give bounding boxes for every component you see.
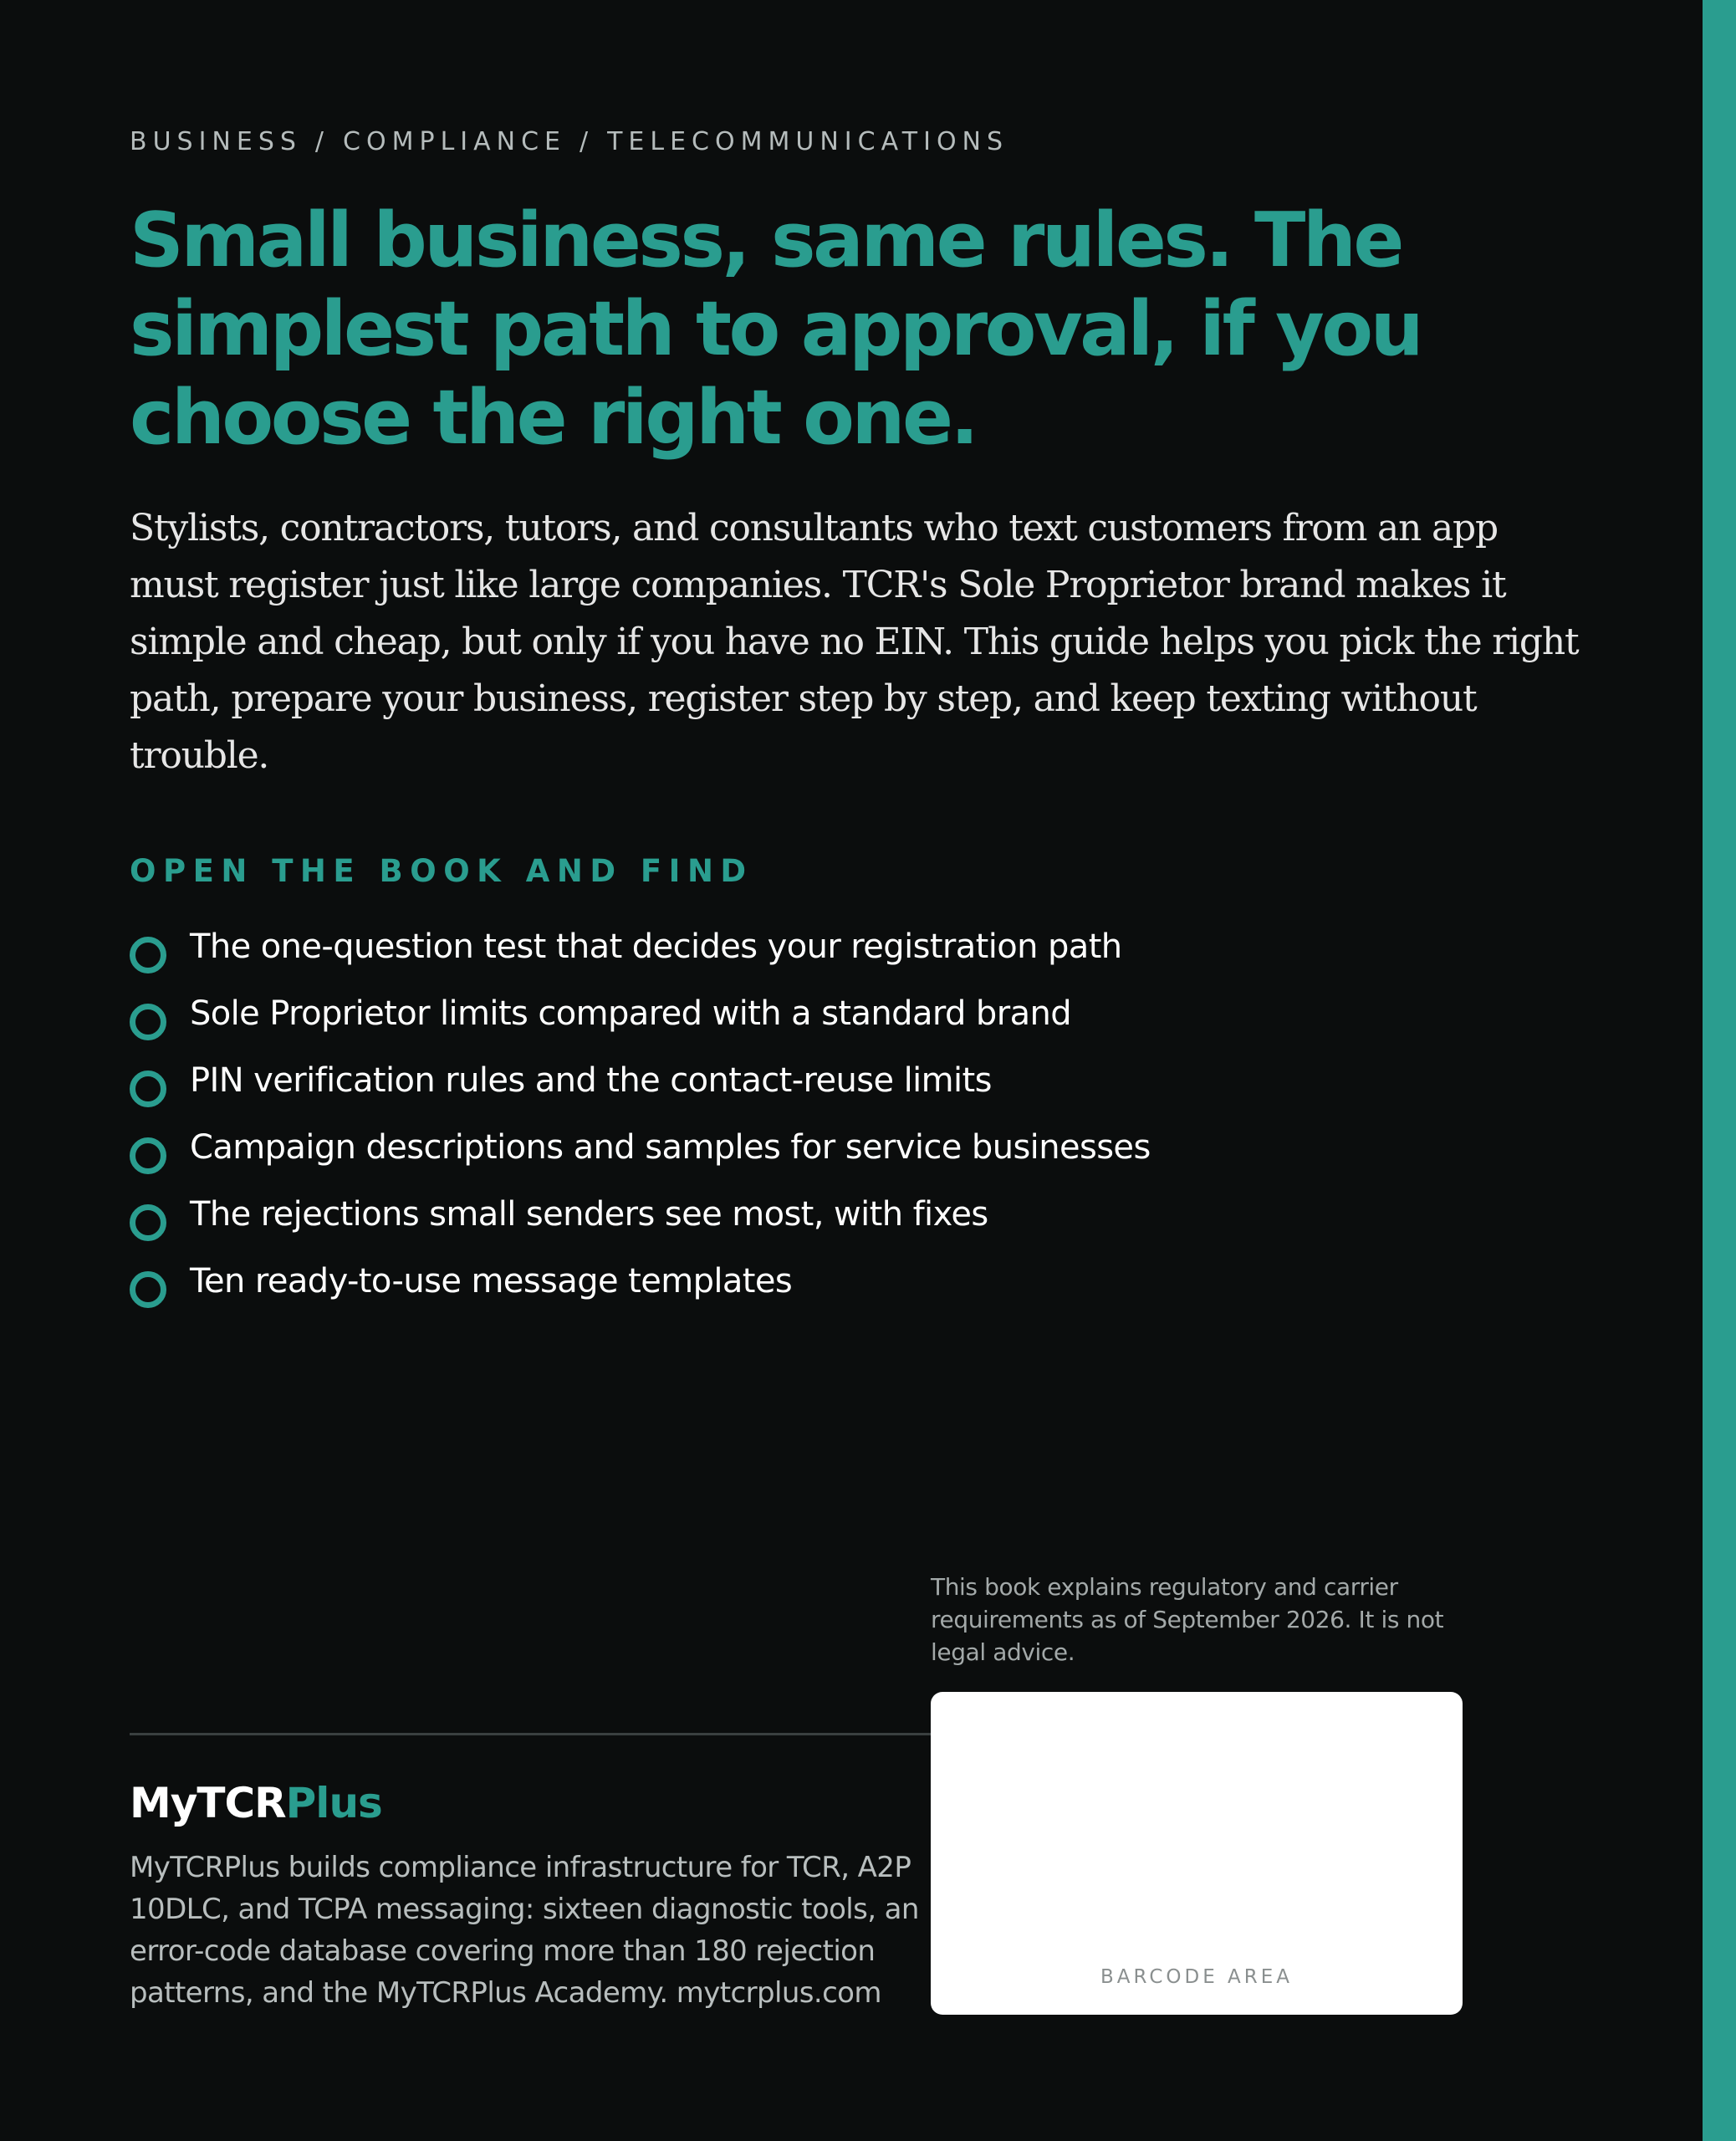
ring-bullet-icon	[130, 1004, 166, 1040]
breadcrumb-item-compliance: COMPLIANCE	[343, 127, 566, 156]
ring-bullet-icon	[130, 1070, 166, 1107]
breadcrumb	[130, 127, 1008, 156]
publisher-logo	[130, 1778, 382, 1828]
list-item-text: PIN verification rules and the contact-reuse limits	[190, 1061, 992, 1100]
breadcrumb-separator: /	[314, 127, 330, 156]
list-item-text: The one-question test that decides your registration path	[190, 927, 1122, 966]
ring-bullet-icon	[130, 1204, 166, 1241]
ring-bullet-icon	[130, 1271, 166, 1308]
ring-bullet-icon	[130, 1137, 166, 1174]
breadcrumb-separator: /	[580, 127, 595, 156]
publisher-blurb: MyTCRPlus builds compliance infrastructure for TCR, A2P 10DLC, and TCPA messaging: sixteen diagnostic tools, an error-code database covering more than 180 rejection patterns, and the MyTCRPlus Academy. mytcrplus.com	[130, 1851, 919, 2010]
features-heading: OPEN THE BOOK AND FIND	[130, 853, 753, 889]
breadcrumb-item-business: BUSINESS	[130, 127, 302, 156]
accent-edge-bar	[1703, 0, 1736, 2141]
divider	[130, 1733, 973, 1735]
list-item-text: Ten ready-to-use message templates	[190, 1262, 793, 1300]
list-item-text: The rejections small senders see most, with fixes	[190, 1195, 988, 1234]
page-title: Small business, same rules. The simplest path to approval, if you choose the right one.	[130, 197, 1422, 462]
publisher-name-accent: Plus	[285, 1779, 382, 1827]
publisher-name-main: MyTCR	[130, 1779, 286, 1827]
ring-bullet-icon	[130, 937, 166, 973]
legal-disclaimer: This book explains regulatory and carrier requirements as of September 2026. It is not legal advice.	[931, 1573, 1444, 1666]
barcode-area	[931, 1692, 1463, 2015]
breadcrumb-item-telecommunications: TELECOMMUNICATIONS	[607, 127, 1009, 156]
barcode-label: BARCODE AREA	[1100, 1966, 1294, 1988]
lede-paragraph: Stylists, contractors, tutors, and consultants who text customers from an app must register just like large companies. TCR's Sole Proprietor brand makes it simple and cheap, but only if you have no EIN. This guide helps you pick the right path, prepare your business, register step by step, and keep texting without trouble.	[130, 507, 1579, 777]
list-item-text: Campaign descriptions and samples for service businesses	[190, 1128, 1151, 1167]
list-item-text: Sole Proprietor limits compared with a standard brand	[190, 994, 1072, 1033]
